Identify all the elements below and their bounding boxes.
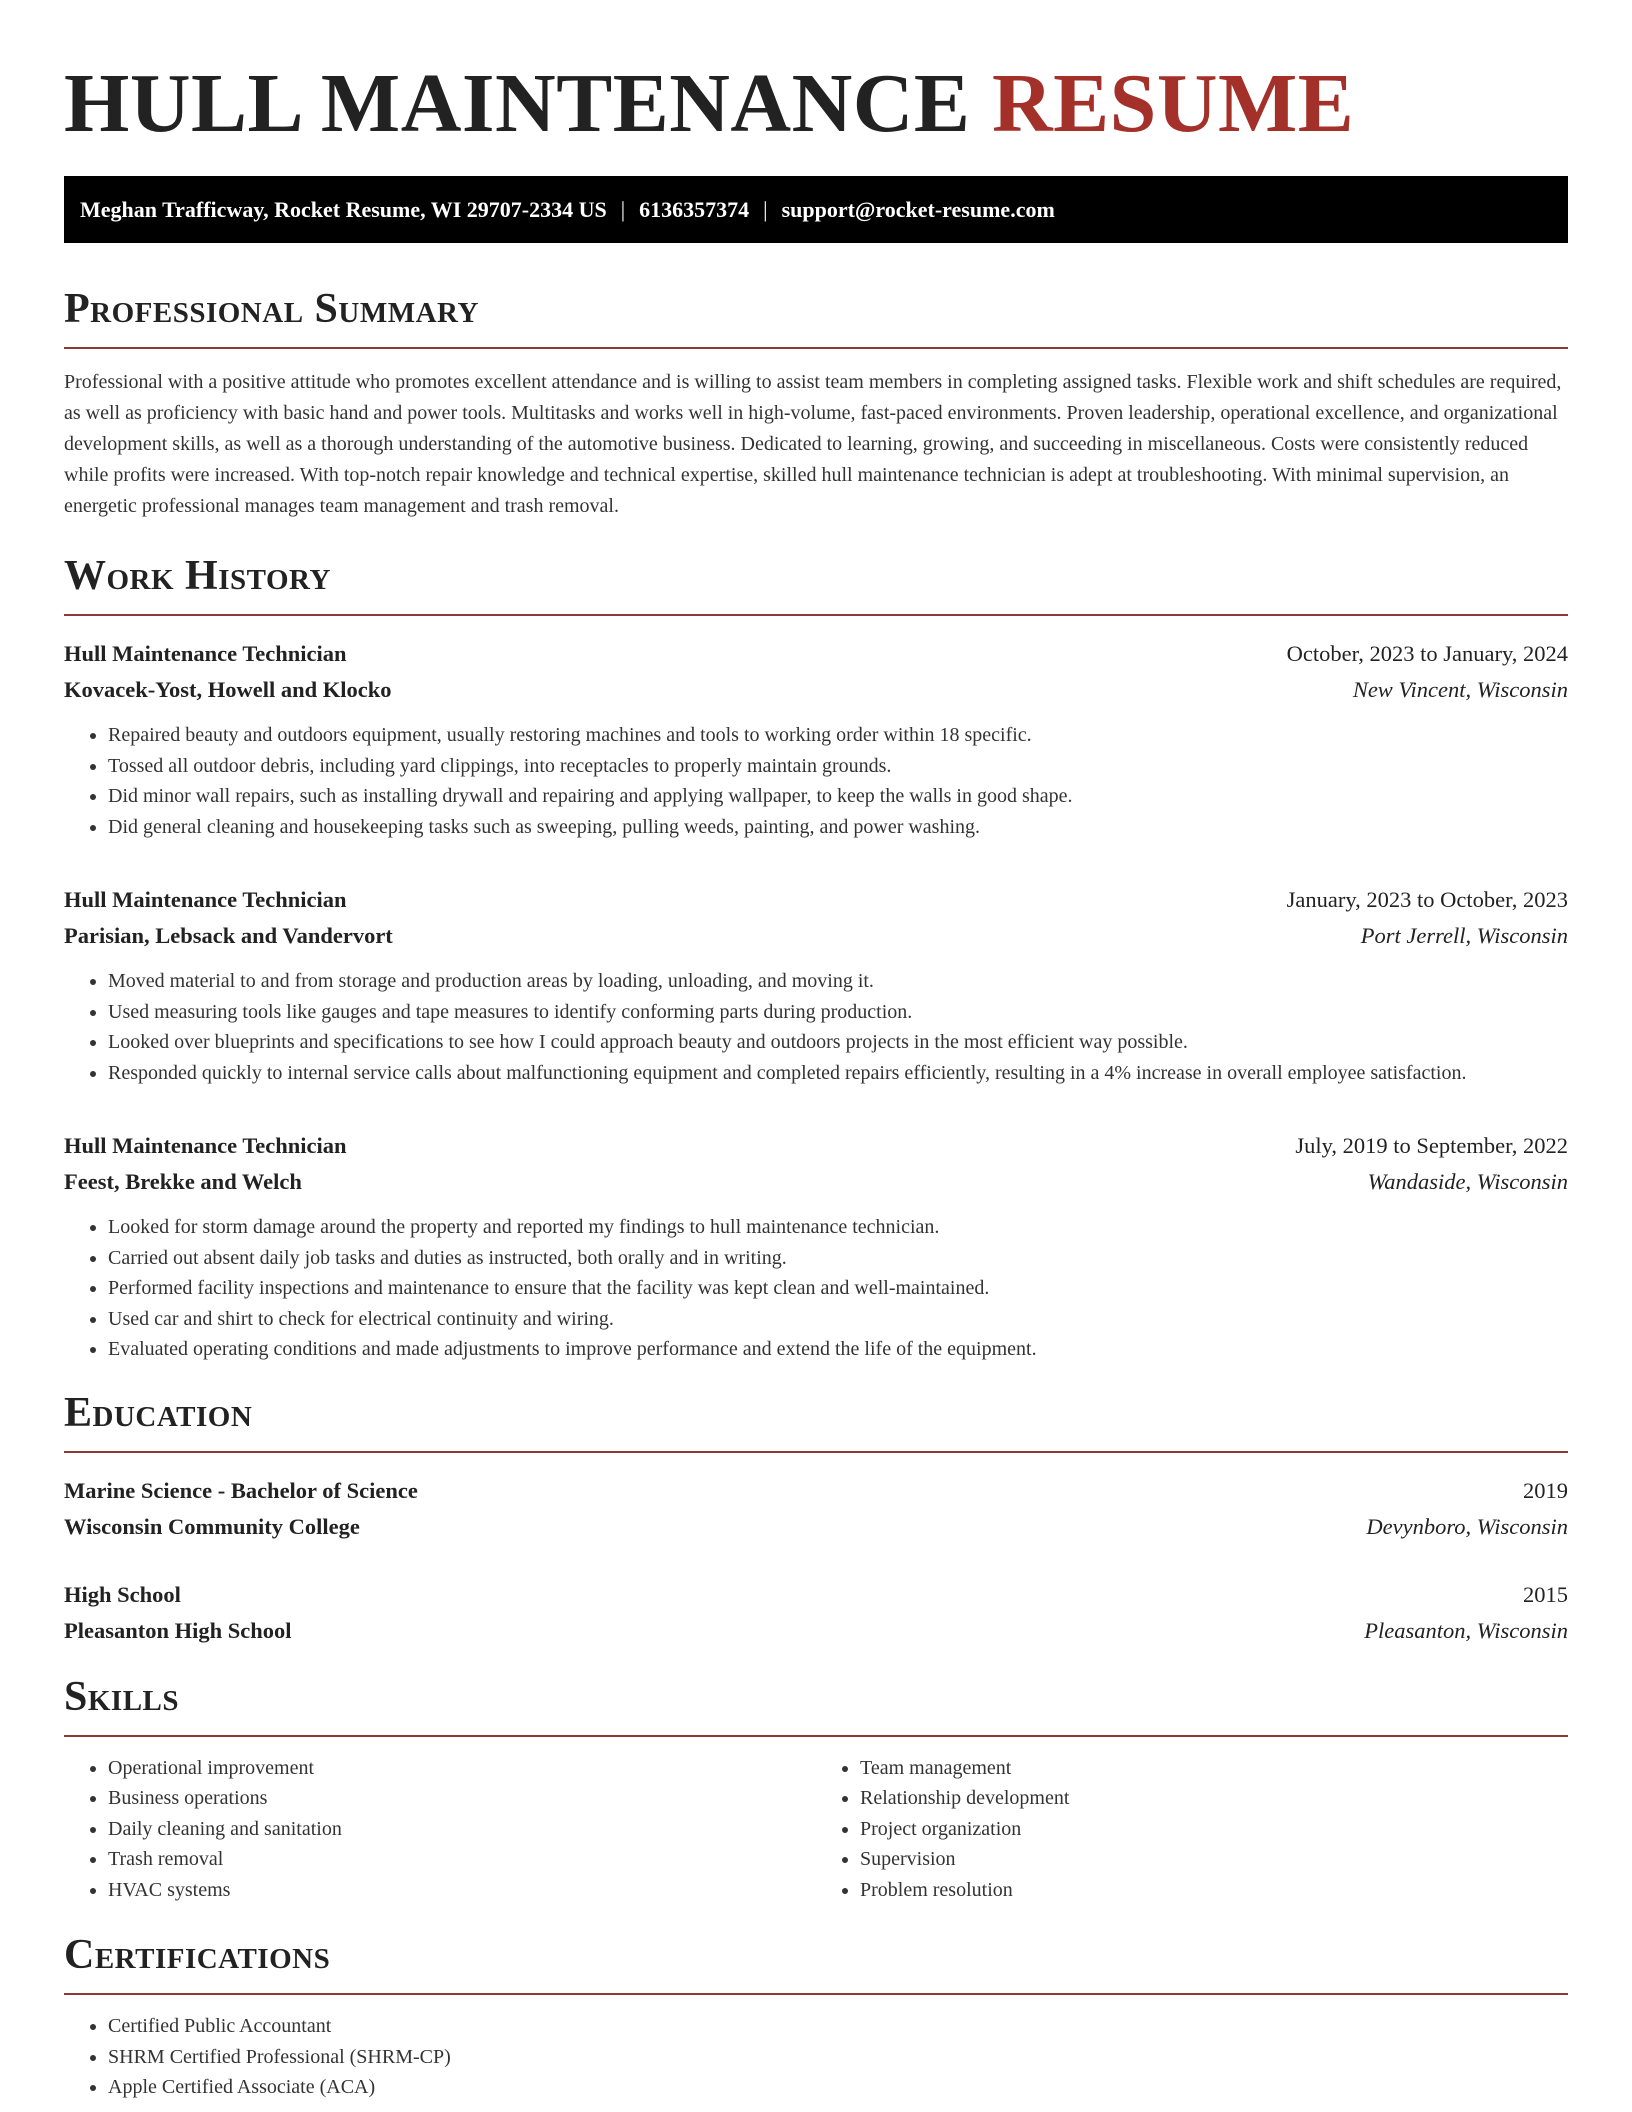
job-entry: [64, 1128, 1568, 1365]
education-section: [64, 1389, 1568, 1649]
job-bullet: • Looked for storm damage around the property and reported my findings to hull maintenance technician.: [108, 1212, 1568, 1243]
job-dates: January, 2023 to October, 2023: [1286, 887, 1568, 912]
education-location: Pleasanton, Wisconsin: [1364, 1617, 1568, 1643]
job-entry: [64, 882, 1568, 1088]
education-heading: Education: [64, 1389, 1568, 1453]
education-year: 2015: [1523, 1581, 1568, 1607]
skill-item: • Business operations: [108, 1783, 816, 1814]
job-bullet: • Carried out absent daily job tasks and duties as instructed, both orally and in writing.: [108, 1243, 1568, 1274]
job-entry: [64, 636, 1568, 842]
job-bullet: • Tossed all outdoor debris, including yard clippings, into receptacles to properly maintain grounds.: [108, 751, 1568, 782]
job-bullet: • Responded quickly to internal service calls about malfunctioning equipment and completed repairs efficiently, resulting in a 4% increase in overall employee satisfaction.: [108, 1058, 1568, 1089]
certifications-list: [64, 2011, 1568, 2103]
education-entry: [64, 1473, 1568, 1545]
certification-item: • Certified Public Accountant: [108, 2011, 1568, 2042]
education-degree: High School: [64, 1581, 181, 1607]
contact-phone: 6136357374: [639, 196, 750, 222]
job-title: Hull Maintenance Technician: [64, 641, 347, 666]
job-location: New Vincent, Wisconsin: [1352, 677, 1568, 702]
skill-item: • Project organization: [860, 1814, 1568, 1845]
job-title: Hull Maintenance Technician: [64, 887, 347, 912]
education-year: 2019: [1523, 1477, 1568, 1503]
certifications-section: [64, 1931, 1568, 2103]
education-school: Wisconsin Community College: [64, 1513, 360, 1539]
title-main: HULL MAINTENANCE: [64, 57, 971, 150]
job-bullet: • Did minor wall repairs, such as installing drywall and repairing and applying wallpaper, to keep the walls in good shape.: [108, 781, 1568, 812]
job-bullets: [64, 720, 1568, 842]
job-company: Feest, Brekke and Welch: [64, 1169, 302, 1194]
job-company-row: [64, 918, 1568, 954]
skill-item: • Trash removal: [108, 1844, 816, 1875]
contact-address: Meghan Trafficway, Rocket Resume, WI 29707-2334 US: [80, 196, 607, 222]
education-degree-row: [64, 1473, 1568, 1509]
skill-item: • Problem resolution: [860, 1875, 1568, 1906]
education-degree-row: [64, 1577, 1568, 1613]
job-company: Parisian, Lebsack and Vandervort: [64, 923, 393, 948]
job-company-row: [64, 672, 1568, 708]
job-bullet: • Moved material to and from storage and production areas by loading, unloading, and moving it.: [108, 966, 1568, 997]
skills-section: [64, 1673, 1568, 1906]
certification-item: • SHRM Certified Professional (SHRM-CP): [108, 2042, 1568, 2073]
summary-heading: Professional Summary: [64, 285, 1568, 349]
job-location: Wandaside, Wisconsin: [1367, 1169, 1568, 1194]
job-company: Kovacek-Yost, Howell and Klocko: [64, 677, 392, 702]
skills-grid: [64, 1753, 1568, 1906]
skills-heading: Skills: [64, 1673, 1568, 1737]
skill-item: • Supervision: [860, 1844, 1568, 1875]
contact-bar: [64, 176, 1568, 243]
job-bullet: • Used car and shirt to check for electrical continuity and wiring.: [108, 1304, 1568, 1335]
skill-item: • Operational improvement: [108, 1753, 816, 1784]
job-company-row: [64, 1164, 1568, 1200]
job-bullet: • Did general cleaning and housekeeping tasks such as sweeping, pulling weeds, painting, and power washing.: [108, 812, 1568, 843]
job-bullet: • Performed facility inspections and maintenance to ensure that the facility was kept clean and well-maintained.: [108, 1273, 1568, 1304]
skill-item: • HVAC systems: [108, 1875, 816, 1906]
work-history-heading: Work History: [64, 552, 1568, 616]
job-bullet: • Used measuring tools like gauges and tape measures to identify conforming parts during production.: [108, 997, 1568, 1028]
summary-text: Professional with a positive attitude who promotes excellent attendance and is willing to assist team members in completing assigned tasks. Flexible work and shift schedules are required, as well as proficiency with basic hand and power tools. Multitasks and works well in high-volume, fast-paced environments. Proven leadership, operational excellence, and organizational development skills, as well as a thorough understanding of the automotive business. Dedicated to learning, growing, and succeeding in miscellaneous. Costs were consistently reduced while profits were increased. With top-notch repair knowledge and technical expertise, skilled hull maintenance technician is adept at troubleshooting. With minimal supervision, an energetic professional manages team management and trash removal.: [64, 371, 1562, 517]
skill-item: • Relationship development: [860, 1783, 1568, 1814]
summary-section: [64, 285, 1568, 522]
job-header-row: [64, 636, 1568, 672]
job-dates: October, 2023 to January, 2024: [1286, 641, 1568, 666]
job-dates: July, 2019 to September, 2022: [1295, 1133, 1568, 1158]
skills-list-right: [816, 1753, 1568, 1906]
education-location: Devynboro, Wisconsin: [1366, 1513, 1568, 1539]
skill-item: • Team management: [860, 1753, 1568, 1784]
work-history-section: [64, 552, 1568, 1365]
contact-email[interactable]: support@rocket-resume.com: [781, 196, 1055, 222]
job-title: Hull Maintenance Technician: [64, 1133, 347, 1158]
certification-item: • Apple Certified Associate (ACA): [108, 2072, 1568, 2103]
skill-item: • Daily cleaning and sanitation: [108, 1814, 816, 1845]
education-entry: [64, 1577, 1568, 1649]
certifications-heading: Certifications: [64, 1931, 1568, 1995]
contact-separator: |: [620, 196, 626, 222]
resume-title: [64, 0, 1568, 154]
title-accent: RESUME: [991, 57, 1355, 150]
job-header-row: [64, 1128, 1568, 1164]
education-school-row: [64, 1509, 1568, 1545]
job-location: Port Jerrell, Wisconsin: [1360, 923, 1568, 948]
contact-separator: |: [763, 196, 768, 222]
job-bullet: • Looked over blueprints and specifications to see how I could approach beauty and outdoors projects in the most efficient way possible.: [108, 1027, 1568, 1058]
education-degree: Marine Science - Bachelor of Science: [64, 1477, 418, 1503]
education-school-row: [64, 1613, 1568, 1649]
education-school: Pleasanton High School: [64, 1617, 292, 1643]
job-bullet: • Repaired beauty and outdoors equipment, usually restoring machines and tools to working order within 18 specific.: [108, 720, 1568, 751]
skills-list-left: [64, 1753, 816, 1906]
job-bullets: [64, 1212, 1568, 1365]
job-header-row: [64, 882, 1568, 918]
job-bullets: [64, 966, 1568, 1088]
job-bullet: • Evaluated operating conditions and made adjustments to improve performance and extend the life of the equipment.: [108, 1334, 1568, 1365]
